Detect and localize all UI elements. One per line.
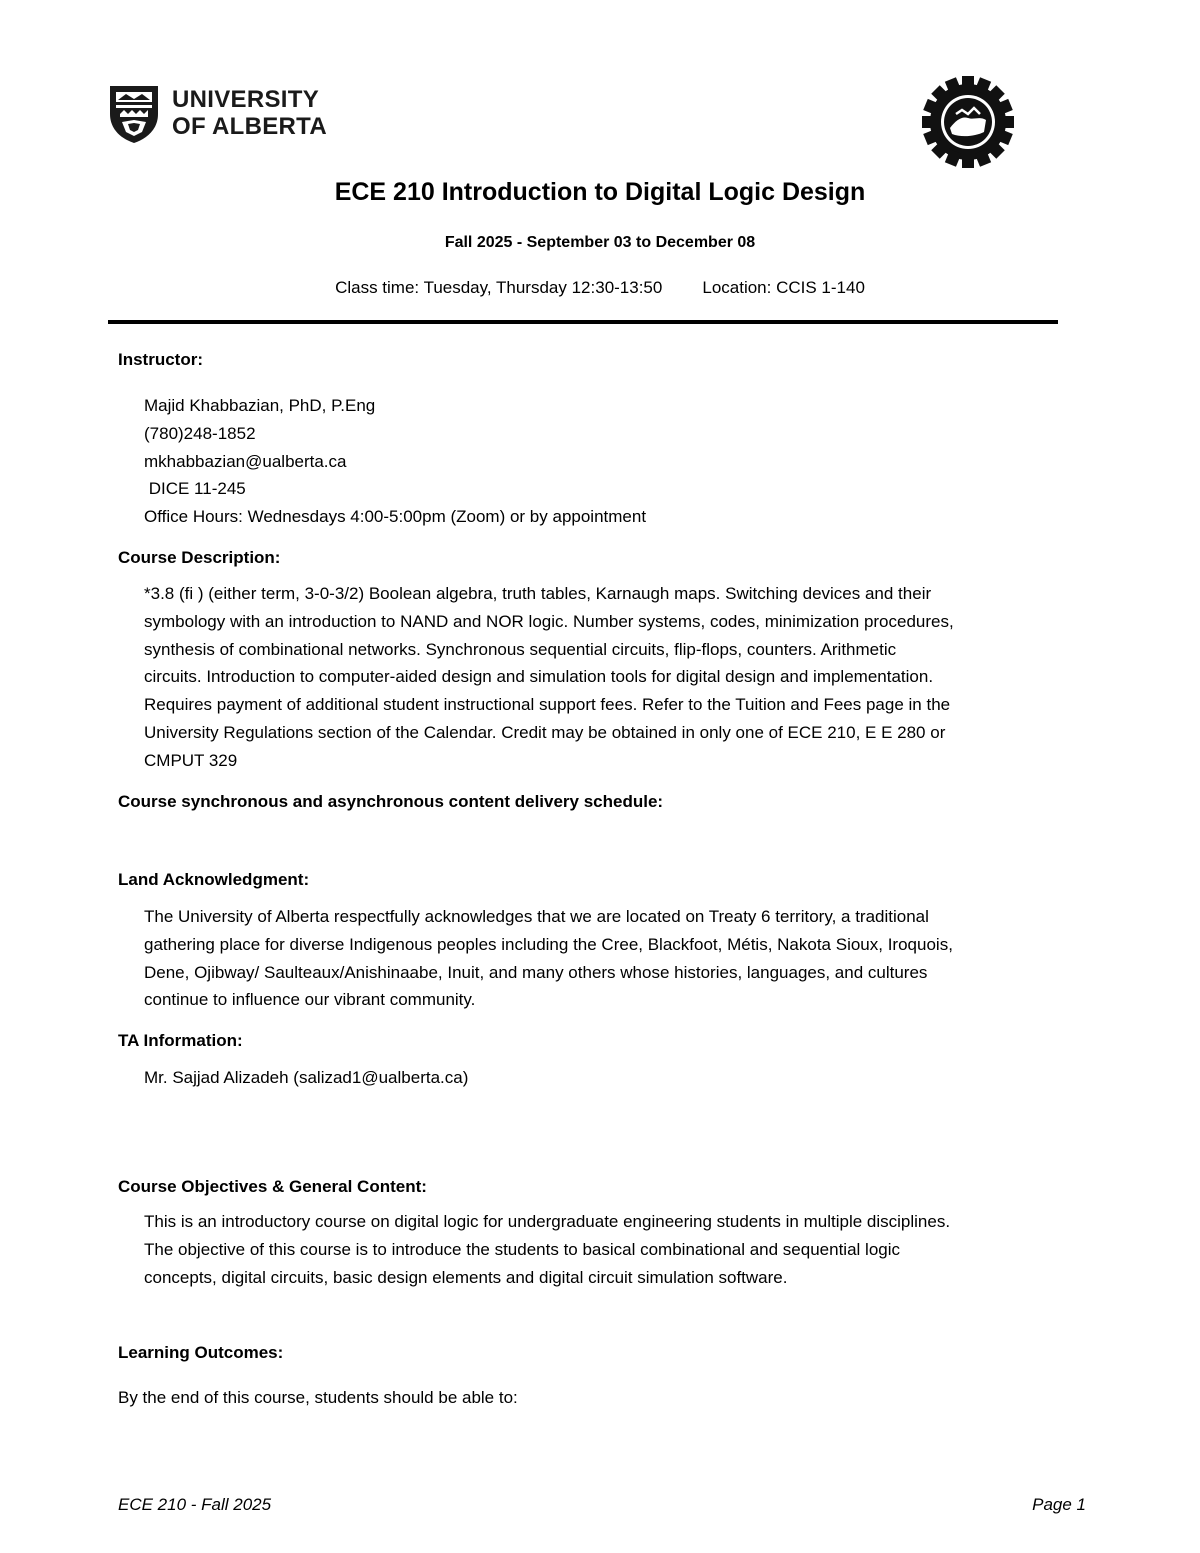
description-line: Requires payment of additional student instructional support fees. Refer to the Tuition and Fees page in the [144, 695, 951, 715]
learning-outcomes-intro: By the end of this course, students should be able to: [118, 1388, 518, 1407]
land-line: The University of Alberta respectfully acknowledges that we are located on Treaty 6 territory, a traditional [144, 907, 929, 926]
description-line: CMPUT 329 [144, 750, 238, 770]
instructor-heading: Instructor: [118, 350, 203, 369]
objectives-line: The objective of this course is to introduce the students to basical combinational and sequential logic [144, 1239, 901, 1259]
shield-crest-icon [108, 84, 160, 144]
objectives-line: concepts, digital circuits, basic design elements and digital circuit simulation software. [144, 1267, 788, 1287]
description-line: *3.8 (fi ) (either term, 3-0-3/2) Boolean algebra, truth tables, Karnaugh maps. Switching devices and their [144, 584, 932, 603]
land-line: Dene, Ojibway/ Saulteaux/Anishinaabe, Inuit, and many others whose histories, languages, and cultures [144, 962, 928, 982]
objectives-line: This is an introductory course on digital logic for undergraduate engineering students in multiple disciplines. [144, 1212, 951, 1231]
description-line: synthesis of combinational networks. Synchronous sequential circuits, flip-flops, counters. Arithmetic [144, 639, 897, 659]
footer-course-label: ECE 210 - Fall 2025 [118, 1495, 272, 1514]
learning-outcomes-heading: Learning Outcomes: [118, 1343, 284, 1362]
instructor-office-hours: Office Hours: Wednesdays 4:00-5:00pm (Zoom) or by appointment [144, 507, 647, 527]
course-description-heading: Course Description: [118, 548, 281, 567]
instructor-phone: (780)248-1852 [144, 423, 256, 443]
objectives-text [144, 1208, 1089, 1291]
delivery-schedule-heading: Course synchronous and asynchronous content delivery schedule: [118, 792, 664, 811]
course-description-text [144, 580, 1089, 775]
land-acknowledgment-heading: Land Acknowledgment: [118, 870, 310, 889]
logo-text-line1: UNIVERSITY [172, 86, 320, 113]
class-location: Location: CCIS 1-140 [702, 278, 865, 297]
class-info-line [0, 278, 1200, 298]
instructor-email[interactable]: mkhabbazian@ualberta.ca [144, 451, 347, 471]
description-line: circuits. Introduction to computer-aided design and simulation tools for digital design and implementation. [144, 667, 934, 687]
course-title: ECE 210 Introduction to Digital Logic Design [334, 178, 866, 206]
ta-information-heading: TA Information: [118, 1031, 243, 1050]
gear-icon [922, 76, 1014, 168]
class-time: Class time: Tuesday, Thursday 12:30-13:50 [335, 278, 663, 297]
footer-page-number: Page 1 [1032, 1495, 1086, 1514]
land-line: gathering place for diverse Indigenous peoples including the Cree, Blackfoot, Métis, Nakota Sioux, Iroquois, [144, 934, 953, 954]
instructor-office: DICE 11-245 [144, 479, 246, 499]
description-line: University Regulations section of the Calendar. Credit may be obtained in only one of ECE 210, E E 280 or [144, 722, 946, 742]
description-line: symbology with an introduction to NAND and NOR logic. Number systems, codes, minimization procedures, [144, 611, 954, 631]
objectives-heading: Course Objectives & General Content: [118, 1177, 427, 1196]
engineering-gear-logo [922, 76, 1014, 168]
logo-text-line2: OF ALBERTA [172, 113, 327, 140]
instructor-name: Majid Khabbazian, PhD, P.Eng [144, 396, 376, 415]
instructor-details [144, 392, 646, 531]
university-logo-wordmark [172, 86, 327, 140]
course-term: Fall 2025 - September 03 to December 08 [444, 234, 756, 251]
header-divider [108, 320, 1058, 324]
ta-information-text: Mr. Sajjad Alizadeh (salizad1@ualberta.ca) [144, 1068, 469, 1087]
land-line: continue to influence our vibrant community. [144, 990, 476, 1010]
land-acknowledgment-text [144, 903, 1089, 1014]
university-of-alberta-logo [108, 84, 348, 146]
